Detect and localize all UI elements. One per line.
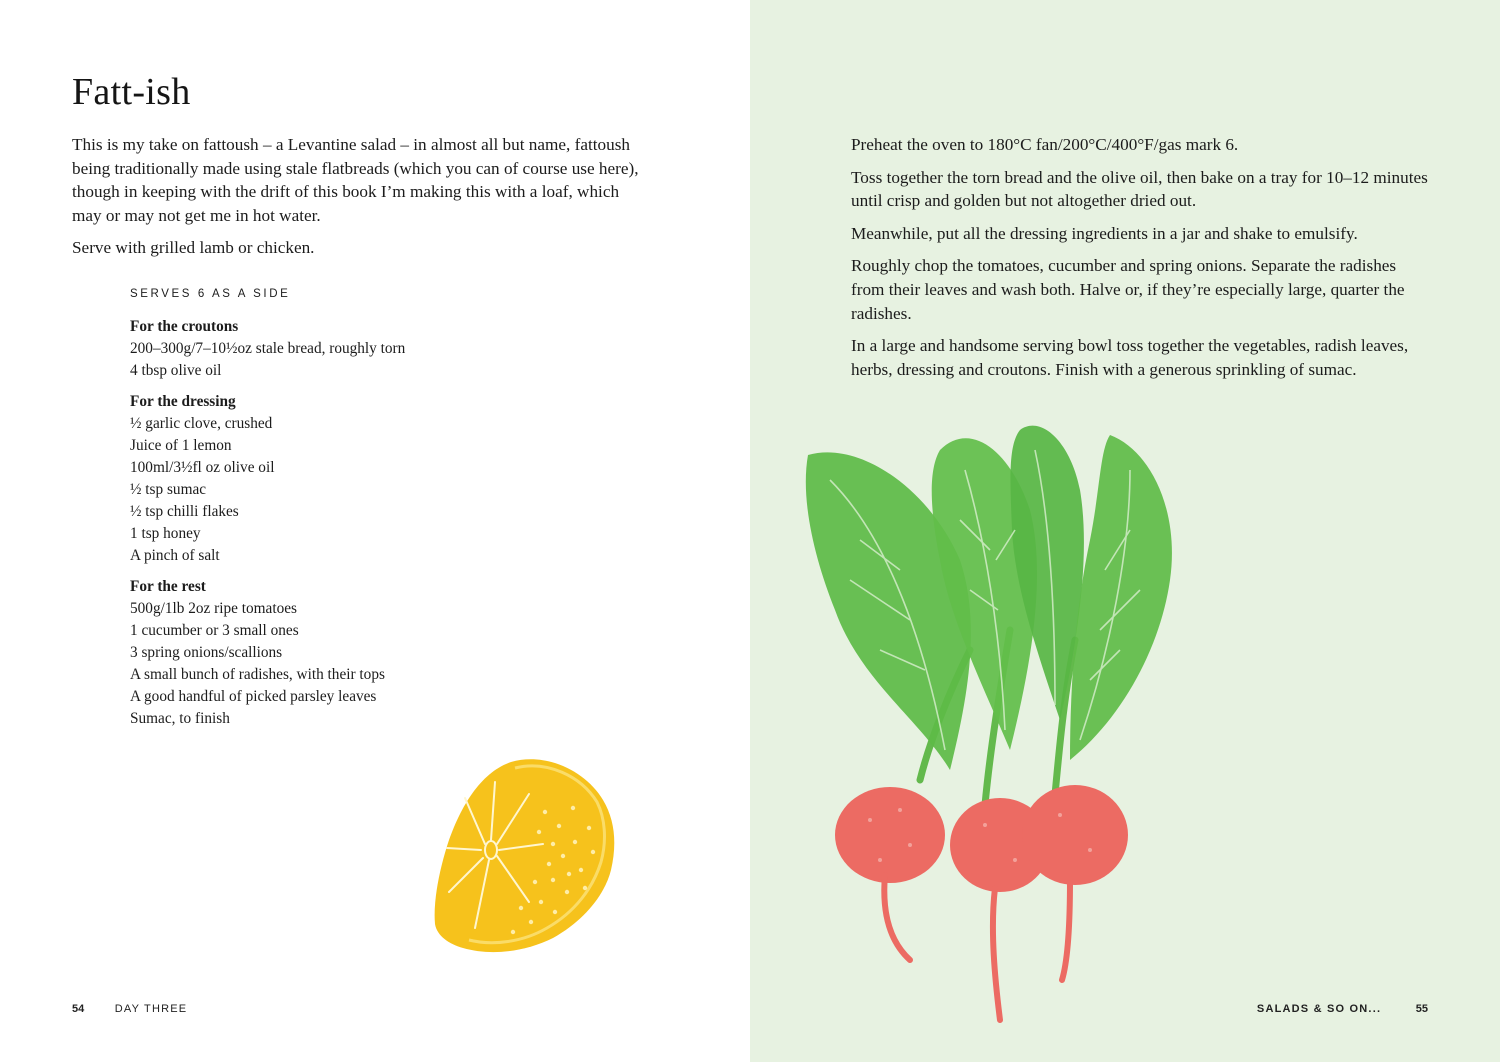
running-header: DAY THREE [114, 1003, 188, 1015]
ingredient-item: 500g/1lb 2oz ripe tomatoes [130, 600, 297, 617]
ingredient-item: ½ garlic clove, crushed [130, 415, 273, 432]
method-step: In a large and handsome serving bowl toss together the vegetables, radish leaves, herbs, dressing and croutons. Finish with a generous sprinkling of sumac. [851, 336, 1409, 379]
method-step: Meanwhile, put all the dressing ingredients in a jar and shake to emulsify. [851, 223, 1358, 243]
ingredient-item: 100ml/3½fl oz olive oil [130, 459, 275, 476]
running-header: SALADS & SO ON... [1256, 1003, 1382, 1015]
ingredient-group-croutons [130, 316, 510, 382]
right-folio [1257, 1003, 1428, 1015]
ingredients-list [130, 288, 510, 739]
ingredient-item: 1 cucumber or 3 small ones [130, 622, 299, 639]
ingredient-item: A good handful of picked parsley leaves [130, 688, 377, 705]
method-step: Roughly chop the tomatoes, cucumber and spring onions. Separate the radishes from their leaves and wash both. Halve or, if they’re especially large, quarter the radishes. [851, 256, 1405, 323]
radishes-illustration [800, 420, 1230, 1030]
recipe-intro [72, 133, 652, 269]
method-steps [851, 133, 1431, 390]
intro-paragraph: Serve with grilled lamb or chicken. [72, 238, 315, 258]
page-number: 55 [1415, 1003, 1428, 1015]
serves-label: SERVES 6 AS A SIDE [130, 288, 291, 300]
ingredient-item: 3 spring onions/scallions [130, 644, 283, 661]
ingredient-item: A pinch of salt [130, 547, 220, 564]
ingredient-item: 4 tbsp olive oil [130, 362, 222, 379]
ingredient-item: A small bunch of radishes, with their tops [130, 666, 385, 683]
ingredient-group-title: For the rest [130, 578, 206, 595]
ingredient-group-title: For the dressing [130, 393, 236, 410]
ingredient-item: 200–300g/7–10½oz stale bread, roughly torn [130, 340, 406, 357]
recipe-title: Fatt-ish [72, 71, 191, 113]
intro-paragraph: This is my take on fattoush – a Levantine salad – in almost all but name, fattoush being traditionally made using stale flatbreads (which you can of course use here), though in keeping with the drift of this book I’m making this with a loaf, which may or may not get me in hot water. [72, 135, 639, 225]
page-number: 54 [72, 1003, 85, 1015]
ingredient-group-rest [130, 576, 510, 730]
ingredient-group-dressing [130, 391, 510, 567]
ingredient-group-title: For the croutons [130, 318, 239, 335]
method-step: Preheat the oven to 180°C fan/200°C/400°F/gas mark 6. [851, 135, 1239, 154]
ingredient-item: Juice of 1 lemon [130, 437, 232, 454]
ingredient-item: ½ tsp chilli flakes [130, 503, 239, 520]
method-step: Toss together the torn bread and the olive oil, then bake on a tray for 10–12 minutes until crisp and golden but not altogether dried out. [851, 167, 1428, 211]
ingredient-item: Sumac, to finish [130, 710, 230, 727]
ingredient-item: 1 tsp honey [130, 525, 201, 542]
lemon-half-illustration [425, 752, 630, 962]
ingredient-item: ½ tsp sumac [130, 481, 207, 498]
left-folio [72, 1003, 187, 1015]
